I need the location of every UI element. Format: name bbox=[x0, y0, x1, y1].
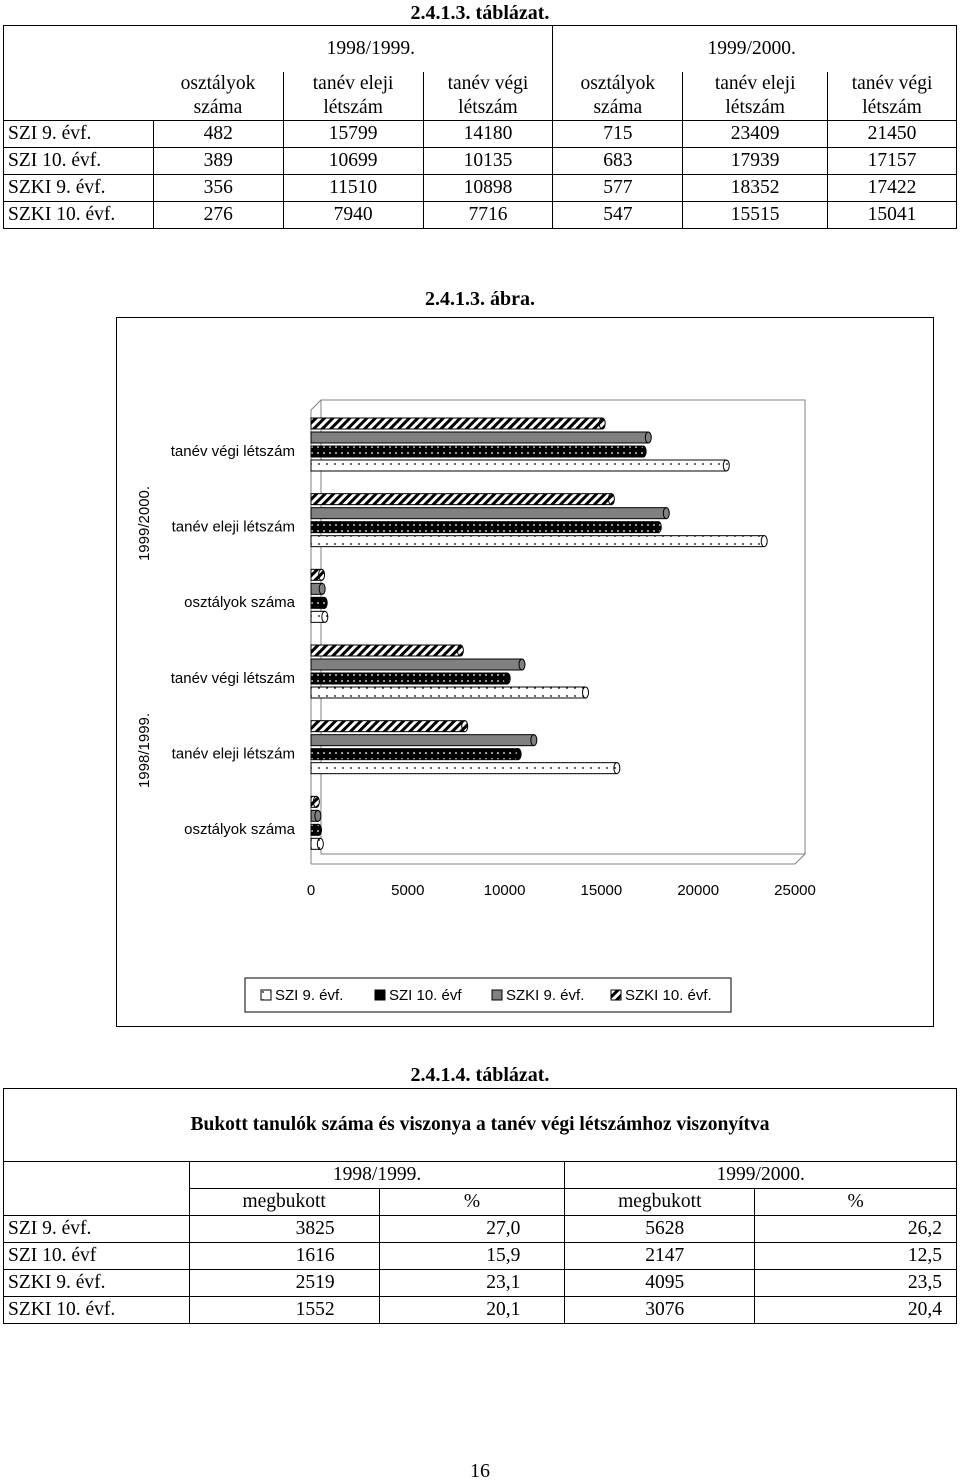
cell: 482 bbox=[153, 121, 283, 148]
row-label: SZKI 9. évf. bbox=[4, 175, 154, 202]
bar-chart bbox=[116, 317, 934, 1027]
row-label: SZI 10. évf. bbox=[4, 148, 154, 175]
cell: 17939 bbox=[683, 148, 828, 175]
table2-title: Bukott tanulók száma és viszonya a tanév végi létszámhoz viszonyítva bbox=[4, 1089, 957, 1162]
year-header-1999: 1999/2000. bbox=[553, 26, 957, 73]
bar-cap bbox=[663, 508, 669, 519]
cell: 20,1 bbox=[379, 1297, 565, 1324]
col-header: tanév eleji létszám bbox=[283, 72, 423, 121]
cell: 14180 bbox=[423, 121, 553, 148]
bar bbox=[311, 735, 534, 746]
row-label: SZI 10. évf bbox=[4, 1243, 190, 1270]
bar bbox=[311, 687, 586, 698]
cell: 2519 bbox=[189, 1270, 379, 1297]
cell: 23,1 bbox=[379, 1270, 565, 1297]
legend-swatch bbox=[261, 990, 271, 1000]
cell: 18352 bbox=[683, 175, 828, 202]
legend-label: SZI 10. évf bbox=[389, 987, 462, 1004]
table2-caption: 2.4.1.4. táblázat. bbox=[410, 1064, 550, 1086]
cell: 15,9 bbox=[379, 1243, 565, 1270]
page-number: 16 bbox=[470, 1460, 490, 1482]
bar-cap bbox=[319, 569, 325, 580]
subheader: megbukott bbox=[189, 1189, 379, 1216]
chart-caption: 2.4.1.3. ábra. bbox=[425, 288, 535, 310]
legend bbox=[245, 978, 731, 1012]
x-tick-label: 15000 bbox=[580, 882, 623, 899]
table-row bbox=[4, 1216, 957, 1243]
cell: 5628 bbox=[565, 1216, 755, 1243]
bar bbox=[311, 446, 643, 457]
cell: 389 bbox=[153, 148, 283, 175]
cell: 15041 bbox=[828, 202, 957, 229]
bar bbox=[311, 763, 617, 774]
legend-swatch bbox=[375, 990, 385, 1000]
bar bbox=[311, 508, 666, 519]
category-labels bbox=[136, 443, 296, 838]
cell: 276 bbox=[153, 202, 283, 229]
bar-cap bbox=[317, 838, 323, 849]
bar-cap bbox=[519, 659, 525, 670]
bar-cap bbox=[608, 494, 614, 505]
category-label: tanév eleji létszám bbox=[171, 518, 295, 536]
cell: 27,0 bbox=[379, 1216, 565, 1243]
subheader: % bbox=[379, 1189, 565, 1216]
bar bbox=[311, 645, 460, 656]
cell: 17422 bbox=[828, 175, 957, 202]
bar-cap bbox=[504, 673, 510, 684]
bar bbox=[311, 494, 611, 505]
bar bbox=[311, 418, 602, 429]
row-label: SZKI 10. évf. bbox=[4, 202, 154, 229]
legend-swatch bbox=[492, 990, 502, 1000]
cell: 11510 bbox=[283, 175, 423, 202]
cell: 7716 bbox=[423, 202, 553, 229]
bar-cap bbox=[761, 536, 767, 547]
bar bbox=[311, 749, 518, 760]
year-header-1998: 1998/1999. bbox=[189, 1162, 565, 1189]
legend-label: SZKI 9. évf. bbox=[506, 987, 585, 1004]
x-tick-label: 10000 bbox=[483, 882, 526, 899]
cell: 4095 bbox=[565, 1270, 755, 1297]
bar-cap bbox=[462, 721, 468, 732]
cell: 21450 bbox=[828, 121, 957, 148]
bar bbox=[311, 721, 465, 732]
subheader: % bbox=[755, 1189, 957, 1216]
bar-cap bbox=[655, 522, 661, 533]
bar-cap bbox=[640, 446, 646, 457]
cell: 15515 bbox=[683, 202, 828, 229]
bar bbox=[311, 460, 726, 471]
table-row bbox=[4, 1243, 957, 1270]
cell: 356 bbox=[153, 175, 283, 202]
cell: 577 bbox=[553, 175, 683, 202]
bar-cap bbox=[515, 749, 521, 760]
bar-cap bbox=[457, 645, 463, 656]
bar-cap bbox=[531, 735, 537, 746]
table-row bbox=[4, 1297, 957, 1324]
row-label: SZKI 10. évf. bbox=[4, 1297, 190, 1324]
category-label: osztályok száma bbox=[184, 821, 295, 839]
cell: 17157 bbox=[828, 148, 957, 175]
bar bbox=[311, 432, 648, 443]
cell: 715 bbox=[553, 121, 683, 148]
cell: 26,2 bbox=[755, 1216, 957, 1243]
cell: 1616 bbox=[189, 1243, 379, 1270]
table-row bbox=[4, 148, 957, 175]
category-label: tanév végi létszám bbox=[170, 442, 295, 460]
table-row bbox=[4, 175, 957, 202]
row-label: SZI 9. évf. bbox=[4, 1216, 190, 1243]
x-tick-labels bbox=[307, 882, 816, 899]
cell: 23409 bbox=[683, 121, 828, 148]
cell: 547 bbox=[553, 202, 683, 229]
subheader: megbukott bbox=[565, 1189, 755, 1216]
bar-cap bbox=[583, 687, 589, 698]
x-tick-label: 25000 bbox=[774, 882, 816, 899]
bar-cap bbox=[322, 611, 328, 622]
table-row bbox=[4, 1270, 957, 1297]
cell: 7940 bbox=[283, 202, 423, 229]
failed-students-table bbox=[3, 1088, 957, 1324]
bar-cap bbox=[645, 432, 651, 443]
table1-caption: 2.4.1.3. táblázat. bbox=[410, 2, 550, 24]
group-label: 1998/1999. bbox=[136, 712, 153, 789]
bar bbox=[311, 522, 658, 533]
legend-label: SZKI 10. évf. bbox=[625, 987, 712, 1004]
year-header-1999: 1999/2000. bbox=[565, 1162, 957, 1189]
cell: 2147 bbox=[565, 1243, 755, 1270]
cell: 10699 bbox=[283, 148, 423, 175]
bar-cap bbox=[723, 460, 729, 471]
col-header: tanév eleji létszám bbox=[683, 72, 828, 121]
table-row bbox=[4, 202, 957, 229]
cell: 15799 bbox=[283, 121, 423, 148]
row-label: SZKI 9. évf. bbox=[4, 1270, 190, 1297]
col-header: tanév végi létszám bbox=[828, 72, 957, 121]
cell: 3076 bbox=[565, 1297, 755, 1324]
cell: 12,5 bbox=[755, 1243, 957, 1270]
bar bbox=[311, 659, 522, 670]
bar bbox=[311, 673, 507, 684]
cell: 683 bbox=[553, 148, 683, 175]
row-label: SZI 9. évf. bbox=[4, 121, 154, 148]
x-tick-label: 20000 bbox=[677, 882, 720, 899]
bar-cap bbox=[319, 583, 325, 594]
bar-cap bbox=[614, 763, 620, 774]
chart-svg bbox=[117, 318, 933, 1026]
cell: 20,4 bbox=[755, 1297, 957, 1324]
category-label: tanév végi létszám bbox=[170, 669, 295, 687]
bar-cap bbox=[321, 597, 327, 608]
category-label: tanév eleji létszám bbox=[171, 745, 295, 763]
category-label: osztályok száma bbox=[184, 594, 295, 612]
cell: 1552 bbox=[189, 1297, 379, 1324]
bar-cap bbox=[316, 824, 322, 835]
x-tick-label: 0 bbox=[306, 882, 316, 899]
cell: 3825 bbox=[189, 1216, 379, 1243]
year-header-1998: 1998/1999. bbox=[326, 38, 415, 59]
x-tick-label: 5000 bbox=[391, 882, 425, 899]
col-header: tanév végi létszám bbox=[423, 72, 553, 121]
legend-swatch bbox=[611, 990, 621, 1000]
table-row bbox=[4, 121, 957, 148]
enrollment-table bbox=[3, 25, 957, 229]
bar bbox=[311, 536, 764, 547]
bar-cap bbox=[313, 796, 319, 807]
cell: 23,5 bbox=[755, 1270, 957, 1297]
bar-cap bbox=[315, 810, 321, 821]
legend-label: SZI 9. évf. bbox=[275, 987, 344, 1004]
bar-cap bbox=[599, 418, 605, 429]
group-label: 1999/2000. bbox=[136, 485, 153, 562]
bars bbox=[311, 418, 767, 849]
col-header: osztályok száma bbox=[553, 72, 683, 121]
cell: 10898 bbox=[423, 175, 553, 202]
col-header: osztályok száma bbox=[180, 73, 256, 118]
cell: 10135 bbox=[423, 148, 553, 175]
